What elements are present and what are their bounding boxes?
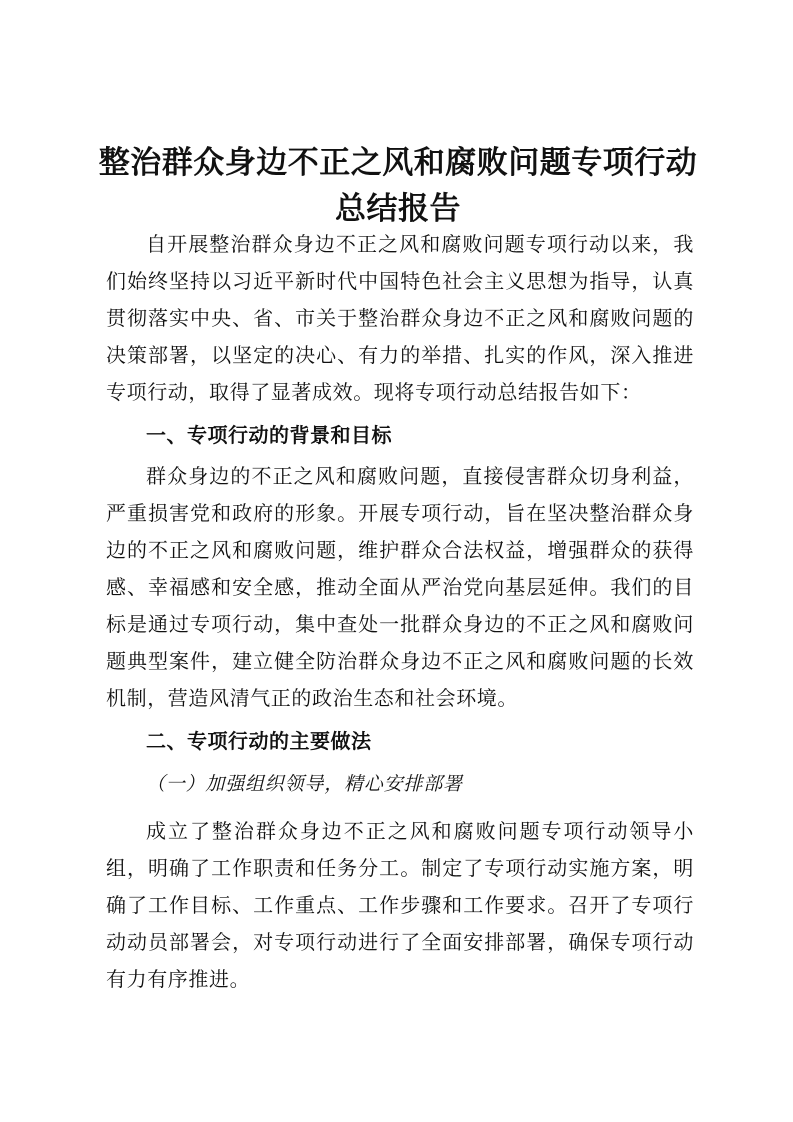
section-1-heading: 一、专项行动的背景和目标: [146, 423, 392, 447]
section-1-paragraph: 群众身边的不正之风和腐败问题，直接侵害群众切身利益，严重损害党和政府的形象。开展专项行动，旨在坚决整治群众身边的不正之风和腐败问题，维护群众合法权益，增强群众的获得感、幸福感和安全感，推动全面从严治党向基层延伸。我们的目标是通过专项行动，集中查处一批群众身边的不正之风和腐败问题典型案件，建立健全防治群众身边不正之风和腐败问题的长效机制，营造风清气正的政治生态和社会环境。: [106, 464, 694, 710]
subsection-2-1-heading: （一）加强组织领导，精心安排部署: [146, 773, 463, 795]
document-title: 整治群众身边不正之风和腐败问题专项行动总结报告: [98, 145, 698, 227]
subsection-2-1-paragraph: 成立了整治群众身边不正之风和腐败问题专项行动领导小组，明确了工作职责和任务分工。制定了专项行动实施方案，明确了工作目标、工作重点、工作步骤和工作要求。召开了专项行动动员部署会，对专项行动进行了全面安排部署，确保专项行动有力有序推进。: [106, 819, 694, 991]
section-2-heading: 二、专项行动的主要做法: [146, 729, 372, 753]
document-body: [106, 226, 694, 998]
intro-paragraph: 自开展整治群众身边不正之风和腐败问题专项行动以来，我们始终坚持以习近平新时代中国特色社会主义思想为指导，认真贯彻落实中央、省、市关于整治群众身边不正之风和腐败问题的决策部署，以坚定的决心、有力的举措、扎实的作风，深入推进专项行动，取得了显著成效。现将专项行动总结报告如下：: [106, 232, 694, 404]
